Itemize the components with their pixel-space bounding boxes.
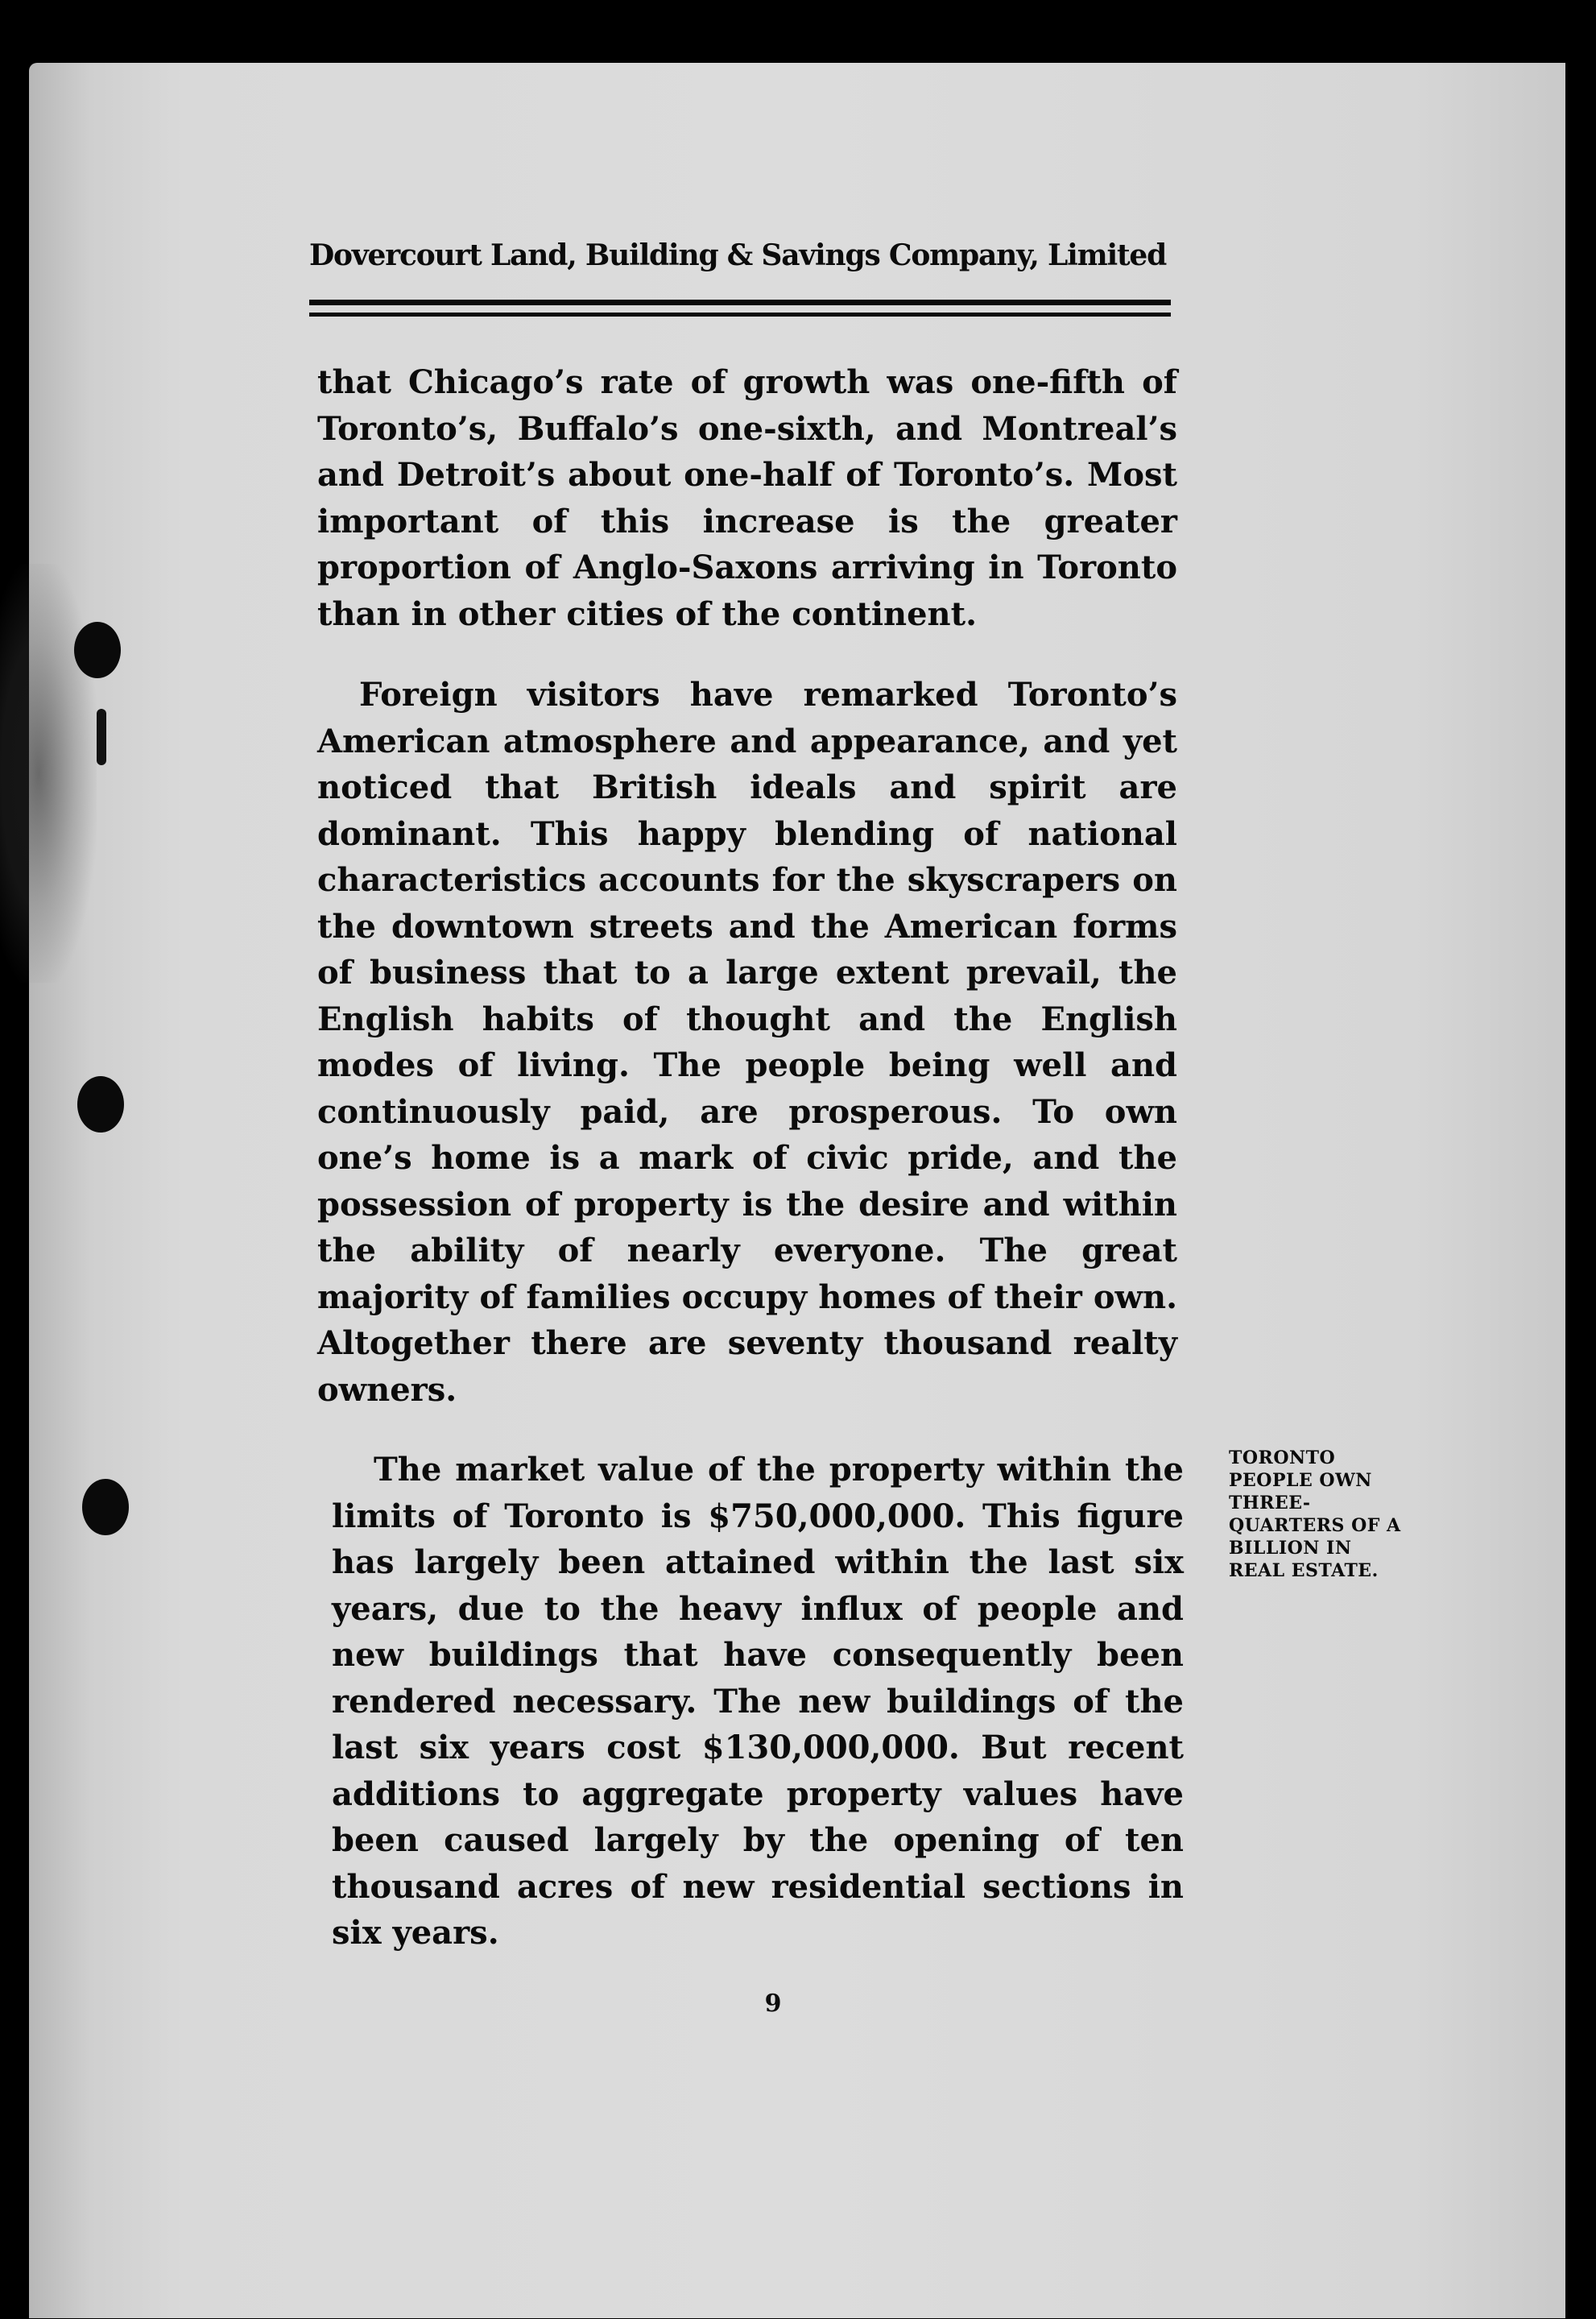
running-header: Dovercourt Land, Building & Savings Company, Limited bbox=[309, 238, 1167, 272]
margin-note-line: PEOPLE OWN bbox=[1229, 1470, 1372, 1491]
header-rule-top bbox=[309, 300, 1171, 305]
margin-note-line: REAL ESTATE. bbox=[1229, 1560, 1379, 1581]
page-number: 9 bbox=[764, 1990, 782, 2018]
margin-note bbox=[1229, 1447, 1446, 1582]
margin-note-line: TORONTO bbox=[1229, 1447, 1336, 1468]
paragraph-market-value: The market value of the property within the limits of Toronto is $750,000,000. This figure has largely been attained within the last six years, due to the heavy influx of people and new buildings that have consequently been rendered necessary. The new buildings of the last six years cost $130,000,000. But recent additions to aggregate property values have been caused largely by the opening of ten thousand acres of new residential sections in six years. bbox=[332, 1451, 1184, 1952]
paragraph-growth-rate: that Chicago’s rate of growth was one-fifth of Toronto’s, Buffalo’s one-sixth, and Montreal’s and Detroit’s about one-half of Toronto’s. Most important of this increase is the greater proportion of Anglo-Saxons arriving in Toronto than in other cities of the continent. bbox=[317, 363, 1177, 633]
header-rule-bottom bbox=[309, 313, 1171, 317]
margin-note-line: QUARTERS OF A bbox=[1229, 1515, 1401, 1536]
margin-note-line: BILLION IN bbox=[1229, 1538, 1352, 1559]
paragraph-foreign-visitors: Foreign visitors have remarked Toronto’s American atmosphere and appearance, and yet noticed that British ideals and spirit are dominant. This happy blending of national characteristics accounts for the skyscrapers on the downtown streets and the American forms of business that to a large extent prevail, the English habits of thought and the English modes of living. The people being well and continuously paid, are prosperous. To own one’s home is a mark of civic pride, and the possession of property is the desire and within the ability of nearly everyone. The great majority of families occupy homes of their own. Altogether there are seventy thousand realty owners. bbox=[317, 676, 1177, 1409]
margin-note-line: THREE- bbox=[1229, 1493, 1311, 1514]
